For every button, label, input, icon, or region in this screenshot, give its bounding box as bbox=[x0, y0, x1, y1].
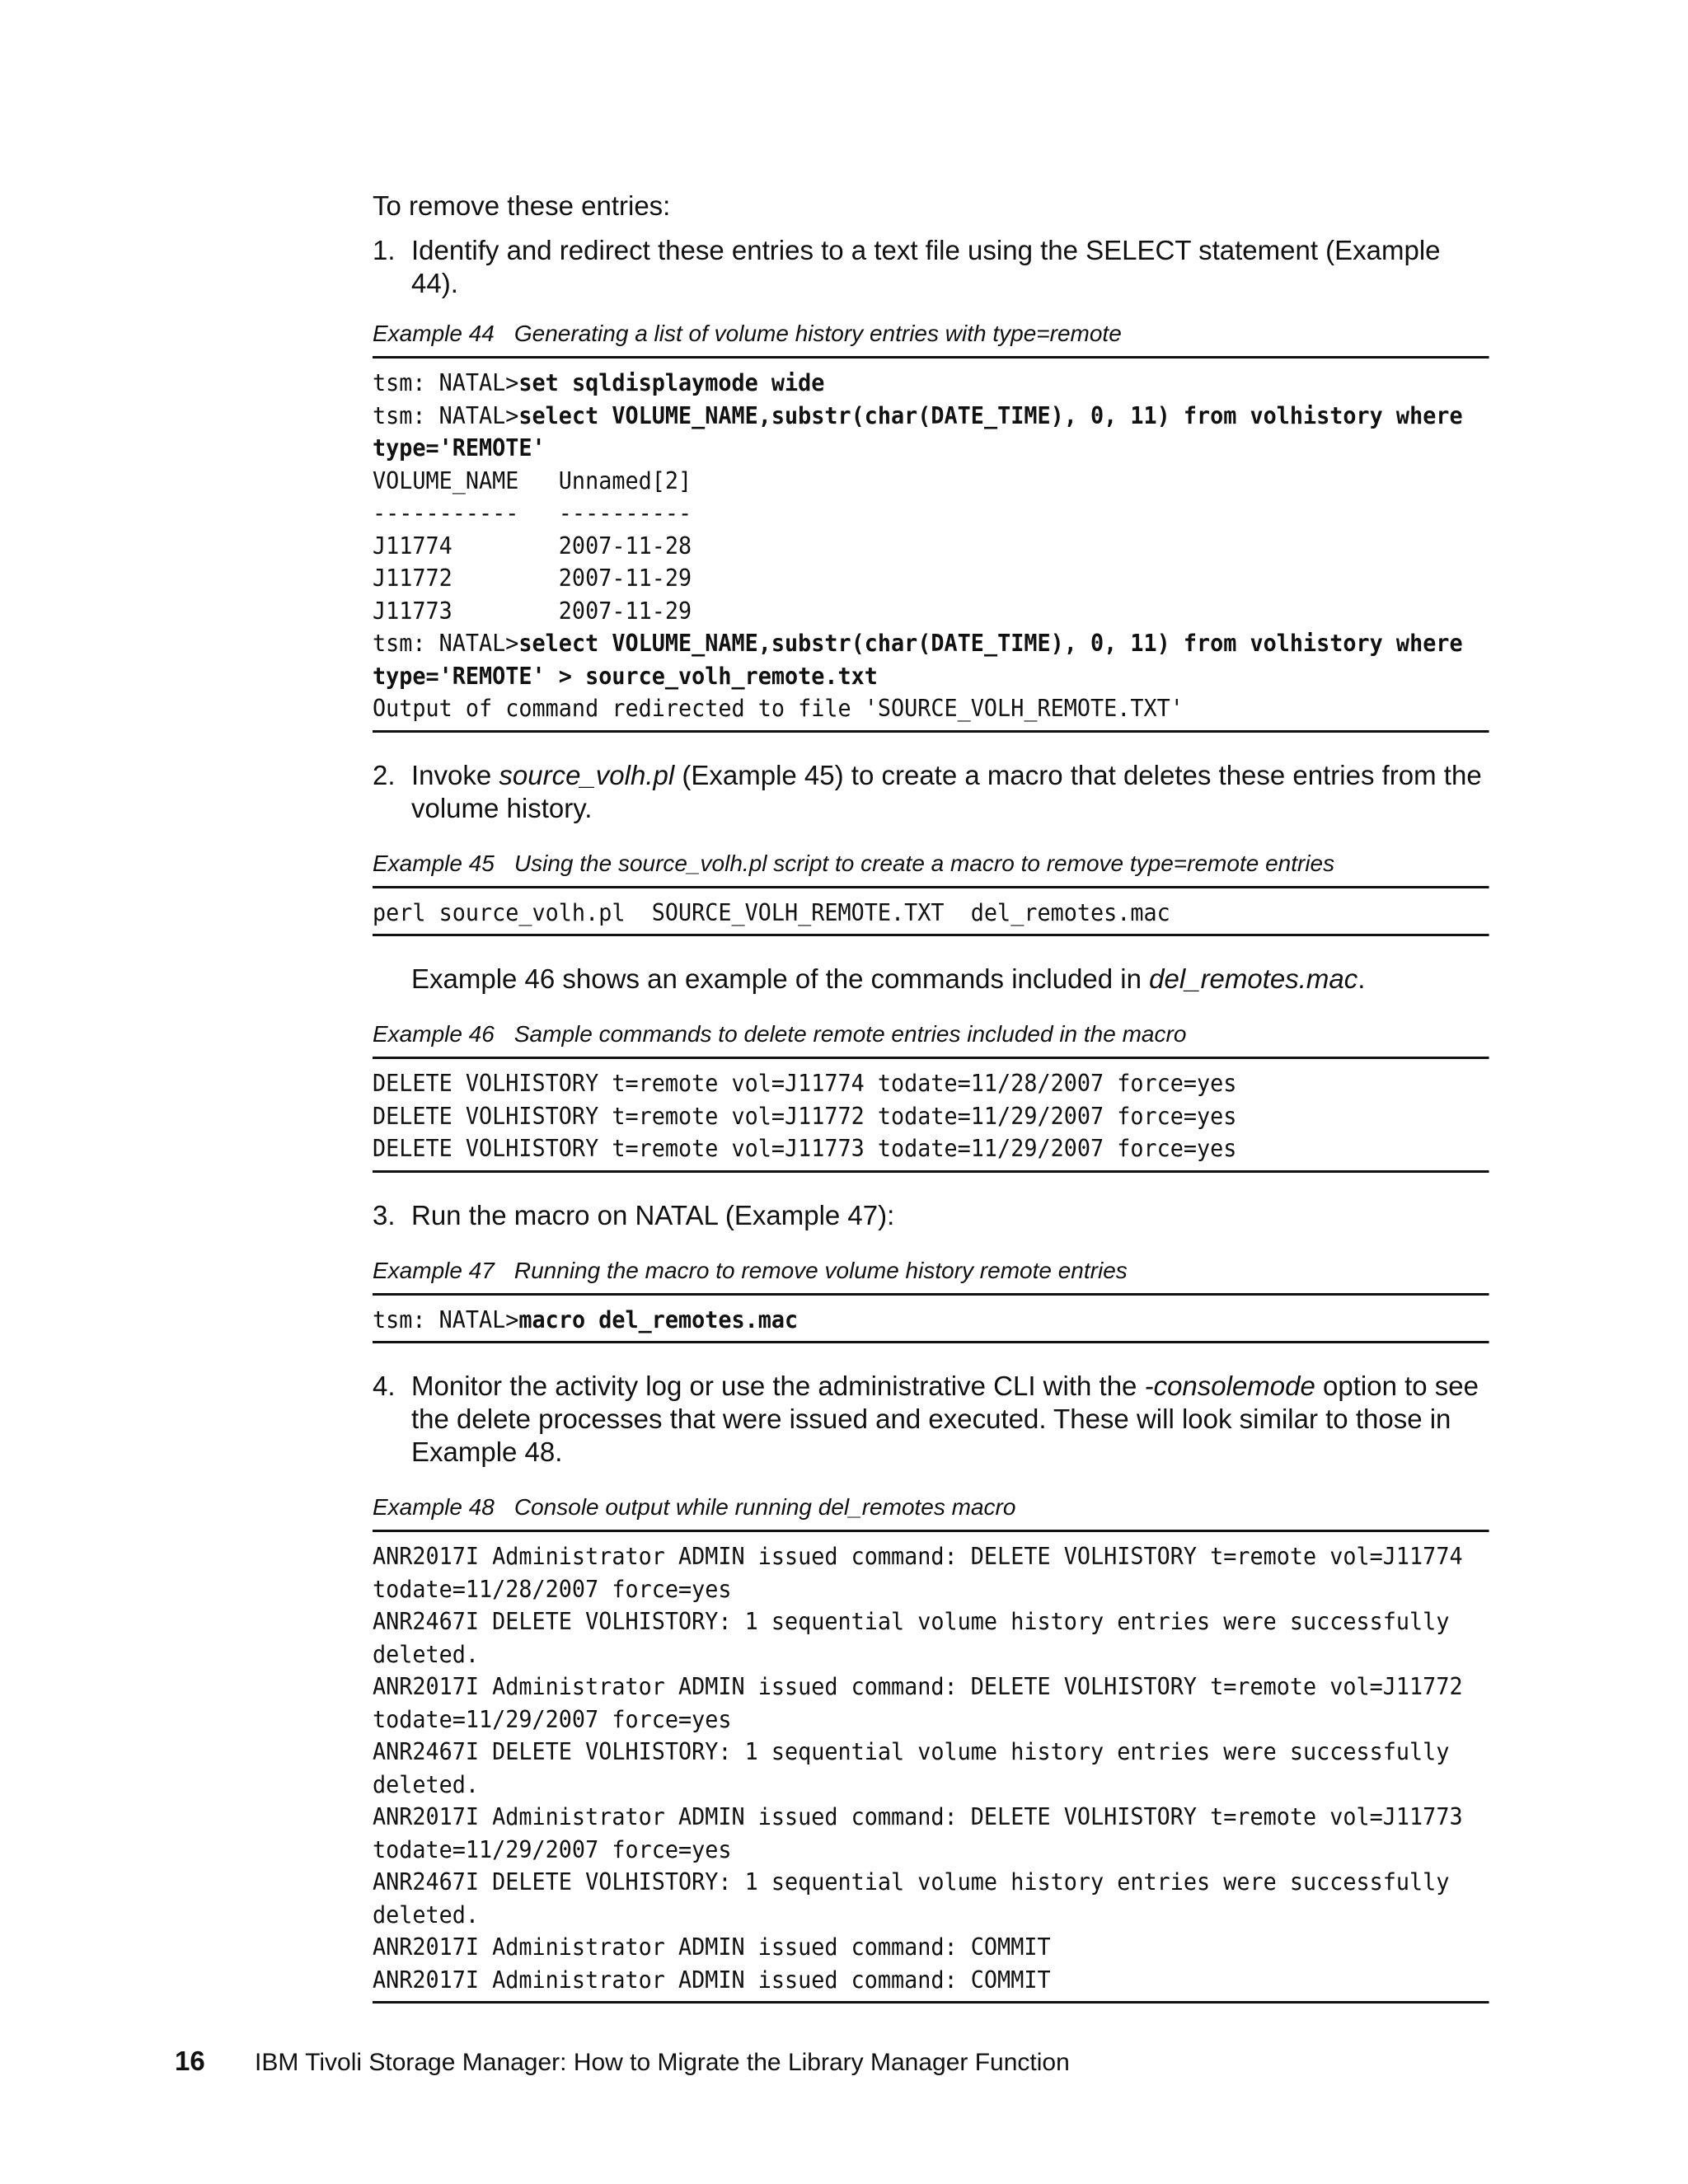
code-text: ANR2017I Administrator ADMIN issued command: DELETE VOLHISTORY t=remote vol=J11772 bbox=[373, 1673, 1463, 1700]
code-text: ----------- ---------- bbox=[373, 499, 692, 527]
code-text: DELETE VOLHISTORY t=remote vol=J11772 todate=11/29/2007 force=yes bbox=[373, 1102, 1237, 1130]
example-46-code-block bbox=[373, 1057, 1489, 1173]
example-label: Example 46 bbox=[373, 1021, 495, 1047]
code-line bbox=[373, 1868, 1449, 1896]
text-run: . bbox=[1357, 963, 1366, 994]
code-line bbox=[373, 434, 546, 462]
code-line bbox=[373, 369, 824, 396]
code-text: todate=11/28/2007 force=yes bbox=[373, 1575, 732, 1603]
code-line bbox=[373, 1070, 1236, 1097]
code-line bbox=[373, 1966, 1051, 1994]
page-body bbox=[373, 181, 1489, 2030]
example-47-code-block bbox=[373, 1293, 1489, 1344]
example-label: Example 44 bbox=[373, 321, 495, 346]
example-title: Running the macro to remove volume history remote entries bbox=[513, 1257, 1128, 1283]
code-line bbox=[373, 630, 1463, 657]
step-2 bbox=[373, 759, 1489, 825]
code-line bbox=[373, 565, 692, 592]
code-line bbox=[373, 1543, 1463, 1570]
script-name: source_volh.pl bbox=[499, 759, 675, 790]
code-line bbox=[373, 1673, 1463, 1700]
option-name: -consolemode bbox=[1144, 1371, 1315, 1401]
step-number: 3. bbox=[373, 1199, 396, 1230]
example-44-code-block bbox=[373, 356, 1489, 733]
code-text: J11773 2007-11-29 bbox=[373, 597, 692, 625]
step-text bbox=[411, 759, 1489, 825]
book-title: IBM Tivoli Storage Manager: How to Migrate the Library Manager Function bbox=[255, 2049, 1070, 2076]
code-line bbox=[373, 695, 1184, 722]
code-line bbox=[373, 663, 878, 690]
code-line bbox=[373, 1706, 731, 1733]
code-text: ANR2467I DELETE VOLHISTORY: 1 sequential volume history entries were successfully bbox=[373, 1608, 1450, 1635]
text-run: Monitor the activity log or use the administrative CLI with the bbox=[411, 1371, 1145, 1401]
text-run: (Example 45) to create a macro that deletes these entries from the volume history. bbox=[411, 759, 1482, 823]
code-text: tsm: NATAL> bbox=[373, 401, 519, 429]
step-text: Identify and redirect these entries to a text file using the SELECT statement (Example 44). bbox=[411, 235, 1441, 298]
code-line bbox=[373, 1103, 1236, 1130]
code-text: todate=11/29/2007 force=yes bbox=[373, 1705, 732, 1733]
example-47-caption bbox=[373, 1257, 1489, 1285]
macro-file-name: del_remotes.mac bbox=[1149, 963, 1358, 994]
code-line bbox=[373, 402, 1463, 429]
code-line bbox=[373, 532, 692, 560]
step-3 bbox=[373, 1199, 1489, 1232]
step-number: 4. bbox=[373, 1371, 396, 1401]
code-text: VOLUME_NAME Unnamed[2] bbox=[373, 466, 692, 494]
code-line bbox=[373, 1576, 731, 1603]
code-command: type='REMOTE' > source_volh_remote.txt bbox=[373, 662, 878, 690]
code-command: macro del_remotes.mac bbox=[518, 1305, 799, 1333]
example-44-caption bbox=[373, 320, 1489, 348]
example-label: Example 45 bbox=[373, 850, 495, 876]
code-line bbox=[373, 1901, 479, 1929]
code-line bbox=[373, 1836, 731, 1863]
example-45-caption bbox=[373, 850, 1489, 878]
page-number: 16 bbox=[175, 2046, 205, 2076]
code-text: DELETE VOLHISTORY t=remote vol=J11773 todate=11/29/2007 force=yes bbox=[373, 1135, 1237, 1162]
code-line bbox=[373, 1306, 798, 1333]
example-48-caption bbox=[373, 1493, 1489, 1521]
code-command: select VOLUME_NAME,substr(char(DATE_TIME), 0, 11) from volhistory where bbox=[518, 630, 1463, 657]
code-text: tsm: NATAL> bbox=[373, 630, 519, 657]
step-number: 1. bbox=[373, 235, 396, 265]
code-text: deleted. bbox=[373, 1900, 480, 1929]
example-title: Sample commands to delete remote entries included in the macro bbox=[513, 1021, 1187, 1047]
code-line bbox=[373, 899, 1170, 926]
example-45-code-block bbox=[373, 886, 1489, 937]
code-command: select VOLUME_NAME,substr(char(DATE_TIME), 0, 11) from volhistory where bbox=[518, 401, 1463, 429]
example-label: Example 48 bbox=[373, 1494, 495, 1520]
intro-text: To remove these entries: bbox=[373, 190, 671, 221]
code-line bbox=[373, 1771, 479, 1798]
code-command: set sqldisplaymode wide bbox=[518, 369, 825, 396]
code-line bbox=[373, 1803, 1463, 1830]
code-text: J11774 2007-11-28 bbox=[373, 532, 692, 560]
code-text: ANR2017I Administrator ADMIN issued command: COMMIT bbox=[373, 1966, 1051, 1994]
example-48-code-block bbox=[373, 1530, 1489, 2004]
code-line bbox=[373, 1641, 479, 1668]
text-run: option to see the delete processes that were issued and executed. These will look similar to those in Example 48. bbox=[411, 1371, 1479, 1467]
code-text: ANR2467I DELETE VOLHISTORY: 1 sequential volume history entries were successfully bbox=[373, 1868, 1450, 1896]
code-text: ANR2017I Administrator ADMIN issued command: DELETE VOLHISTORY t=remote vol=J11774 bbox=[373, 1543, 1463, 1570]
code-text: ANR2017I Administrator ADMIN issued command: DELETE VOLHISTORY t=remote vol=J11773 bbox=[373, 1803, 1463, 1830]
code-text: ANR2017I Administrator ADMIN issued command: COMMIT bbox=[373, 1933, 1051, 1961]
example-46-intro bbox=[411, 963, 1489, 996]
step-1 bbox=[373, 234, 1489, 300]
example-title: Generating a list of volume history entries with type=remote bbox=[513, 321, 1122, 346]
code-text: DELETE VOLHISTORY t=remote vol=J11774 todate=11/28/2007 force=yes bbox=[373, 1070, 1237, 1097]
code-text: perl source_volh.pl SOURCE_VOLH_REMOTE.TXT del_remotes.mac bbox=[373, 898, 1170, 926]
example-46-caption bbox=[373, 1020, 1489, 1048]
step-4 bbox=[373, 1370, 1489, 1469]
step-number: 2. bbox=[373, 759, 396, 790]
code-text: deleted. bbox=[373, 1770, 480, 1798]
step-text: Run the macro on NATAL (Example 47): bbox=[411, 1199, 895, 1230]
code-line bbox=[373, 499, 692, 527]
code-text: Output of command redirected to file 'SOURCE_VOLH_REMOTE.TXT' bbox=[373, 695, 1184, 722]
code-text: J11772 2007-11-29 bbox=[373, 565, 692, 592]
text-run: Invoke bbox=[411, 759, 499, 790]
code-text: tsm: NATAL> bbox=[373, 369, 519, 396]
code-line bbox=[373, 467, 692, 494]
code-text: ANR2467I DELETE VOLHISTORY: 1 sequential volume history entries were successfully bbox=[373, 1738, 1450, 1765]
page-footer bbox=[175, 2046, 1070, 2077]
code-line bbox=[373, 1135, 1236, 1162]
code-line bbox=[373, 1608, 1449, 1635]
example-title: Console output while running del_remotes macro bbox=[513, 1494, 1016, 1520]
step-text bbox=[411, 1370, 1489, 1469]
code-line bbox=[373, 1933, 1051, 1961]
code-command: type='REMOTE' bbox=[373, 434, 546, 462]
text-run: Example 46 shows an example of the commands included in bbox=[411, 963, 1150, 994]
code-text: tsm: NATAL> bbox=[373, 1305, 519, 1333]
code-line bbox=[373, 598, 692, 625]
code-line bbox=[373, 1738, 1449, 1765]
example-title: Using the source_volh.pl script to create a macro to remove type=remote entries bbox=[513, 850, 1335, 876]
code-text: todate=11/29/2007 force=yes bbox=[373, 1835, 732, 1863]
example-label: Example 47 bbox=[373, 1257, 495, 1283]
code-text: deleted. bbox=[373, 1640, 480, 1668]
